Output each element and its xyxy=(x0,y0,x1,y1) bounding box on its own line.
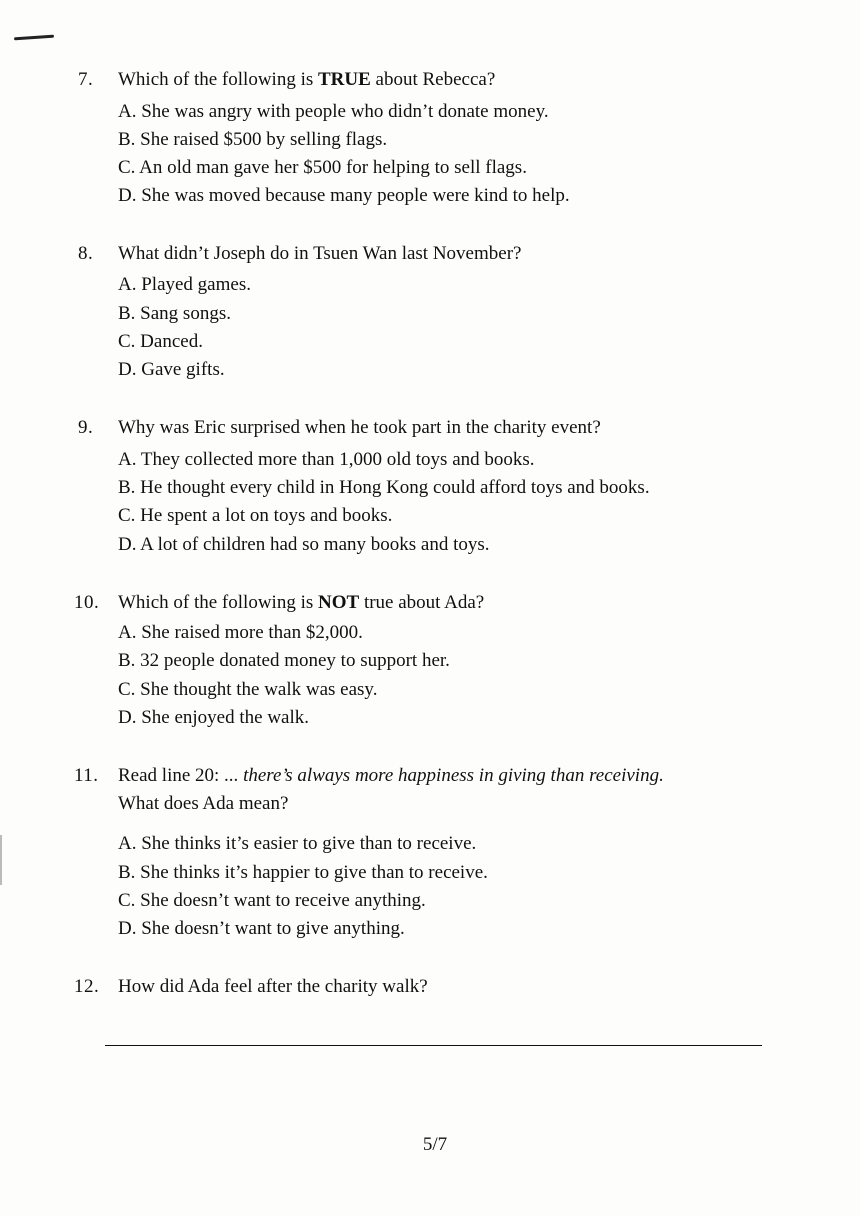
option-b: B. She thinks it’s happier to give than to receive. xyxy=(118,862,488,883)
option-d: D. She enjoyed the walk. xyxy=(118,707,310,728)
scan-edge-mark xyxy=(0,835,2,885)
question-stem: What didn’t Joseph do in Tsuen Wan last November? xyxy=(118,243,522,264)
question-number: 11. xyxy=(74,765,99,786)
option-c: C. She thought the walk was easy. xyxy=(118,679,378,700)
answer-line[interactable] xyxy=(105,1045,762,1046)
question-number: 12. xyxy=(74,976,100,997)
question-number: 7. xyxy=(78,69,94,90)
option-d: D. A lot of children had so many books and toys. xyxy=(118,534,490,555)
question-stem-line-2: What does Ada mean? xyxy=(118,793,289,814)
option-a: A. She was angry with people who didn’t donate money. xyxy=(118,101,549,122)
question-stem: Read line 20: ... there’s always more happiness in giving than receiving. xyxy=(118,765,664,786)
option-d: D. She was moved because many people were kind to help. xyxy=(118,185,570,206)
option-c: C. He spent a lot on toys and books. xyxy=(118,505,393,526)
question-stem: Which of the following is TRUE about Rebecca? xyxy=(118,69,496,90)
option-d: D. Gave gifts. xyxy=(118,359,225,380)
option-a: A. She raised more than $2,000. xyxy=(118,622,363,643)
option-b: B. He thought every child in Hong Kong could afford toys and books. xyxy=(118,477,650,498)
option-d: D. She doesn’t want to give anything. xyxy=(118,918,405,939)
option-b: B. Sang songs. xyxy=(118,303,231,324)
scan-corner-mark xyxy=(14,35,54,41)
option-c: C. An old man gave her $500 for helping to sell flags. xyxy=(118,157,527,178)
page-number: 5/7 xyxy=(422,1134,448,1155)
question-stem: Why was Eric surprised when he took part in the charity event? xyxy=(118,417,601,438)
question-number: 8. xyxy=(78,243,94,264)
question-number: 10. xyxy=(74,592,100,613)
option-b: B. 32 people donated money to support her. xyxy=(118,650,450,671)
option-c: C. Danced. xyxy=(118,331,203,352)
option-c: C. She doesn’t want to receive anything. xyxy=(118,890,426,911)
question-stem: How did Ada feel after the charity walk? xyxy=(118,976,428,997)
option-a: A. They collected more than 1,000 old toys and books. xyxy=(118,449,535,470)
option-a: A. She thinks it’s easier to give than to receive. xyxy=(118,833,477,854)
option-a: A. Played games. xyxy=(118,274,251,295)
option-b: B. She raised $500 by selling flags. xyxy=(118,129,388,150)
question-number: 9. xyxy=(78,417,94,438)
question-stem: Which of the following is NOT true about Ada? xyxy=(118,592,485,613)
